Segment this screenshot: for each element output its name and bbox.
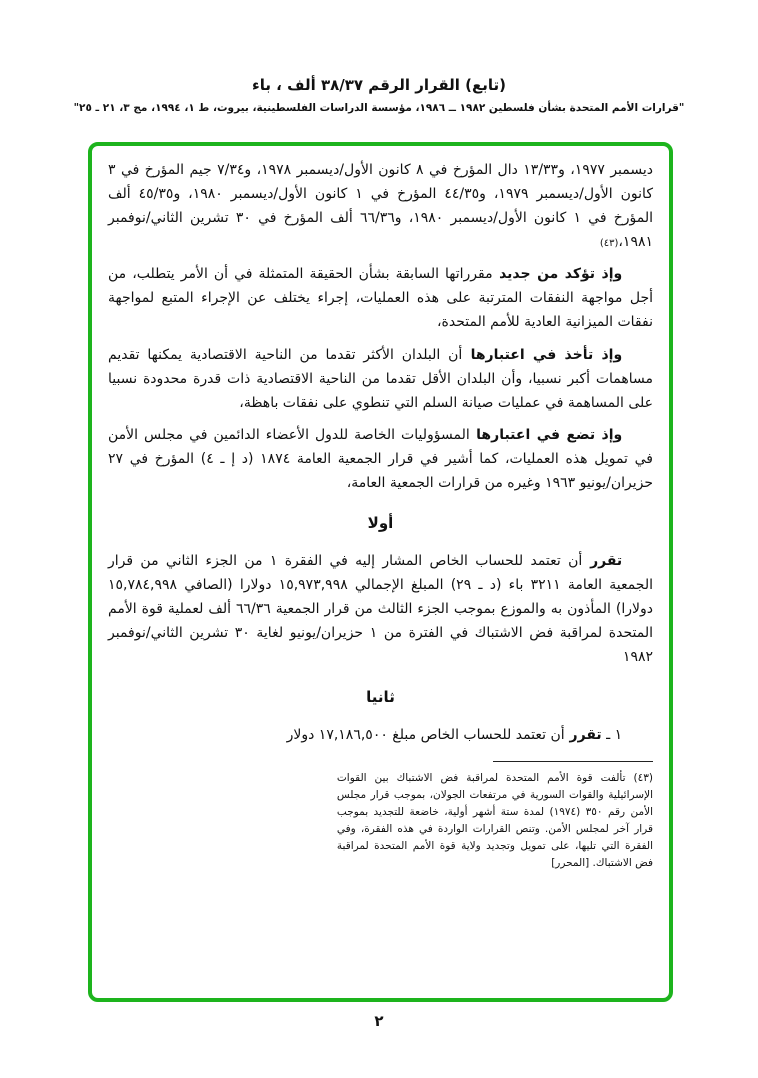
- source-citation: "قرارات الأمم المتحدة بشأن فلسطين ١٩٨٢ ــ ١٩٨٦، مؤسسة الدراسات الفلسطينية، بيروت، ط ١، ١٩٩٤، مج ٣، ٢١ ـ ٢٥": [73, 102, 685, 114]
- item-number: ١ ـ: [601, 727, 623, 743]
- footnote-separator: [493, 761, 653, 762]
- resolution-body: [108, 158, 653, 872]
- paragraph-text: ديسمبر ١٩٧٧، و١٣/٣٣ دال المؤرخ في ٨ كانون الأول/ديسمبر ١٩٧٨، و٧/٣٤ جيم المؤرخ في ٣ كانون الأول/ديسمبر ١٩٧٩، و٤٤/٣٥ المؤرخ في ١ كانون الأول/ديسمبر ١٩٨٠، و٤٥/٣٥ ألف المؤرخ في ١ كانون الأول/ديسمبر ١٩٨٠، و٦٦/٣٦ ألف المؤرخ في ٣٠ تشرين الثاني/نوفمبر ١٩٨١،: [108, 162, 653, 251]
- paragraph-recalled-resolutions: [108, 158, 653, 254]
- footnote: [337, 770, 653, 872]
- section-heading-first: أولا: [367, 514, 394, 533]
- paragraph-lead: وإذ تؤكد من جديد: [492, 266, 623, 283]
- footnote-text: تألفت قوة الأمم المتحدة لمراقبة فض الاشتباك بين القوات الإسرائيلية والقوات السورية في مرتفعات الجولان، بموجب قرار مجلس الأمن رقم ٣٥٠ (١٩٧٤) لمدة ستة أشهر أولية، خاضعة للتجديد بموجب قرار آخر لمجلس الأمن. وتنص القرارات الواردة في هذه الفقرة، وفي الفقرة التي تليها، على تمويل وتجديد ولاية قوة الأمم المتحدة لمراقبة فض الاشتباك. [المحرر]: [336, 772, 654, 870]
- paragraph-text: أن تعتمد للحساب الخاص مبلغ ١٧,١٨٦,٥٠٠ دولار: [286, 727, 565, 743]
- resolution-title: (تابع) القرار الرقم ٣٨/٣٧ ألف ، باء: [252, 76, 506, 94]
- paragraph-text: مقرراتها السابقة بشأن الحقيقة المتمثلة في أن الأمر يتطلب، من أجل مواجهة النفقات المترتبة على هذه العمليات، إجراء يختلف عن الإجراء المتبع لمواجهة نفقات الميزانية العادية للأمم المتحدة،: [108, 266, 653, 331]
- footnote-reference: (٤٣): [599, 238, 619, 250]
- document-header: [30, 76, 728, 114]
- paragraph-lead: تقرر: [564, 727, 602, 743]
- section-heading-second: ثانيا: [366, 688, 395, 707]
- paragraph-bearing-in-mind: [108, 423, 653, 495]
- footnote-marker: (٤٣): [633, 772, 653, 785]
- paragraph-decides-item-1: [108, 723, 653, 747]
- paragraph-text: أن تعتمد للحساب الخاص المشار إليه في الفقرة ١ من الجزء الثاني من قرار الجمعية العامة ٣٢١١ باء (د ـ ٢٩) المبلغ الإجمالي ١٥,٩٧٣,٩٩٨ دولارا (الصافي ١٥,٧٨٤,٩٩٨ دولارا) المأذون به والموزع بموجب الجزء الثالث من قرار الجمعية ٦٦/٣٦ ألف لعملية قوة الأمم المتحدة لمراقبة فض الاشتباك في الفترة من ١ حزيران/يونيو لغاية ٣٠ تشرين الثاني/نوفمبر ١٩٨٢: [108, 552, 653, 666]
- paragraph-text: المسؤوليات الخاصة للدول الأعضاء الدائمين في مجلس الأمن في تمويل هذه العمليات، كما أشير في قرار الجمعية العامة ١٨٧٤ (د إ ـ ٤) المؤرخ في ٢٧ حزيران/يونيو ١٩٦٣ وغيره من قرارات الجمعية العامة،: [108, 426, 654, 491]
- paragraph-taking-into-account: [108, 343, 653, 415]
- content-frame: [88, 142, 673, 1002]
- paragraph-decides-appropriation: [108, 549, 653, 669]
- paragraph-text: أن البلدان الأكثر تقدما من الناحية الاقتصادية يمكنها تقديم مساهمات أكبر نسبيا، وأن البلدان الأقل تقدما من الناحية الاقتصادية ذات قدرة محدودة نسبيا على المساهمة في عمليات صيانة السلم التي تنطوي على نفقات باهظة،: [108, 346, 653, 411]
- paragraph-lead: تقرر: [582, 552, 623, 569]
- paragraph-reaffirming: [108, 262, 653, 334]
- paragraph-lead: وإذ تضع في اعتبارها: [469, 426, 623, 443]
- paragraph-lead: وإذ تأخذ في اعتبارها: [462, 346, 623, 363]
- page-number: ٢: [374, 1012, 384, 1030]
